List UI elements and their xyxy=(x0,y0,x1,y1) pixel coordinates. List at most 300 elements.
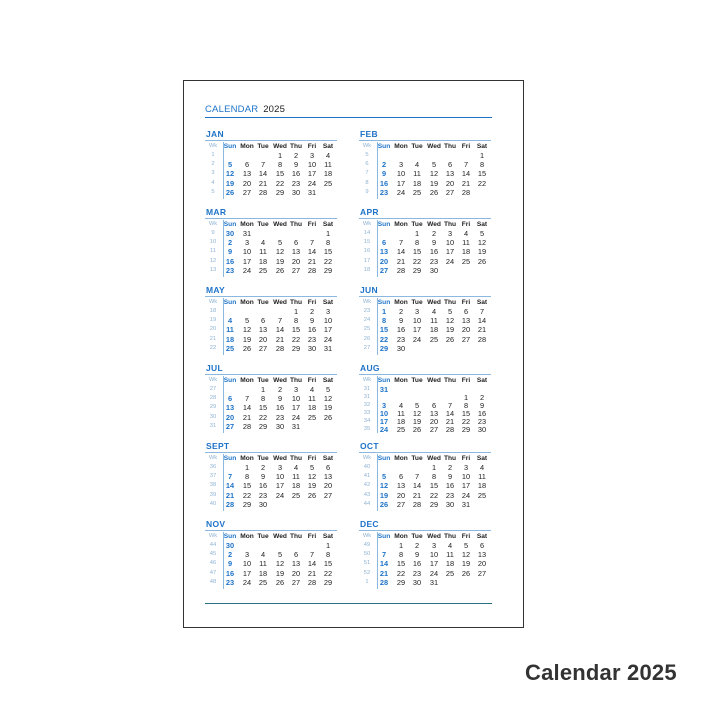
day-cell: 13 xyxy=(379,247,389,257)
weekday-header: Tue xyxy=(411,143,423,150)
day-cell: 20 xyxy=(379,256,389,266)
week-row xyxy=(205,169,337,178)
week-number: 12 xyxy=(209,257,217,264)
week-number: 15 xyxy=(363,239,371,246)
day-cell: 3 xyxy=(244,238,250,248)
day-cell: 18 xyxy=(412,178,422,188)
week-row xyxy=(205,550,337,559)
day-cell: 3 xyxy=(431,541,437,550)
weekday-header: Sun xyxy=(377,299,391,306)
day-cell: 19 xyxy=(461,559,471,569)
day-cell: 14 xyxy=(275,325,285,335)
calendar-header xyxy=(205,103,492,118)
week-row xyxy=(205,151,337,160)
day-cell: 16 xyxy=(291,169,301,179)
day-cell: 10 xyxy=(429,550,439,560)
day-cell: 15 xyxy=(323,559,333,569)
weekday-header-row xyxy=(205,298,337,307)
weekday-header: Sat xyxy=(476,455,488,462)
week-header: Wk xyxy=(208,455,218,461)
week-number: 14 xyxy=(363,230,371,236)
weekday-header: Sun xyxy=(223,455,237,462)
day-cell: 8 xyxy=(325,550,331,560)
day-cell: 3 xyxy=(381,401,387,410)
weekday-header: Fri xyxy=(461,455,471,462)
weekday-header: Tue xyxy=(411,533,423,540)
weekday-header: Sat xyxy=(322,221,334,228)
month-rule xyxy=(205,374,337,375)
day-cell: 6 xyxy=(381,238,387,248)
weekday-header: Fri xyxy=(307,533,317,540)
day-cell: 26 xyxy=(275,265,285,275)
day-cell: 20 xyxy=(461,325,471,335)
day-cell: 30 xyxy=(258,499,268,509)
day-cell: 18 xyxy=(396,417,406,426)
day-cell: 12 xyxy=(461,550,471,560)
weekday-header: Tue xyxy=(257,221,269,228)
week-number: 5 xyxy=(365,152,369,158)
month-jul xyxy=(205,363,337,433)
day-cell: 1 xyxy=(381,307,387,316)
calendar-title: CALENDAR xyxy=(205,104,259,115)
day-cell: 2 xyxy=(447,463,453,472)
day-cell: 23 xyxy=(379,187,389,197)
week-number: 46 xyxy=(209,560,217,567)
month-name: NOV xyxy=(206,519,226,529)
weekday-header: Mon xyxy=(394,455,408,462)
day-cell: 9 xyxy=(431,238,437,248)
week-row xyxy=(205,491,337,500)
day-cell: 12 xyxy=(275,247,285,257)
day-cell: 25 xyxy=(258,265,268,275)
day-cell: 26 xyxy=(323,412,333,422)
week-number: 44 xyxy=(209,542,217,548)
day-cell: 22 xyxy=(477,178,487,188)
day-cell: 21 xyxy=(225,490,235,500)
day-cell: 15 xyxy=(323,247,333,257)
day-cell: 16 xyxy=(445,481,455,491)
day-cell: 24 xyxy=(445,256,455,266)
day-cell: 19 xyxy=(242,334,252,344)
month-name: MAY xyxy=(206,285,226,295)
day-cell: 2 xyxy=(479,393,485,402)
weekday-header: Tue xyxy=(411,377,423,384)
day-cell: 8 xyxy=(398,550,404,560)
day-cell: 22 xyxy=(461,417,471,426)
day-cell: 18 xyxy=(307,403,317,413)
month-rule xyxy=(359,140,491,141)
week-header: Wk xyxy=(208,221,218,227)
week-row xyxy=(205,422,337,431)
week-number: 27 xyxy=(209,386,217,392)
weekday-header: Sun xyxy=(377,455,391,462)
day-cell: 26 xyxy=(225,187,235,197)
day-cell: 27 xyxy=(396,499,406,509)
month-rule xyxy=(359,530,491,531)
day-cell: 14 xyxy=(477,316,487,326)
footer-rule xyxy=(205,603,492,604)
day-cell: 26 xyxy=(242,343,252,353)
day-cell: 26 xyxy=(461,568,471,578)
day-cell: 2 xyxy=(277,385,283,394)
day-cell: 2 xyxy=(431,229,437,238)
day-cell: 18 xyxy=(477,481,487,491)
day-cell: 6 xyxy=(447,160,453,170)
weekday-header: Sat xyxy=(322,143,334,150)
day-cell: 24 xyxy=(379,425,389,434)
day-cell: 31 xyxy=(379,385,389,394)
day-cell: 17 xyxy=(323,325,333,335)
day-cell: 11 xyxy=(446,550,454,560)
day-cell: 16 xyxy=(379,178,389,188)
day-cell: 4 xyxy=(431,307,437,316)
day-cell: 25 xyxy=(323,178,333,188)
day-cell: 10 xyxy=(379,409,389,418)
day-cell: 14 xyxy=(396,247,406,257)
day-cell: 19 xyxy=(429,178,439,188)
day-cell: 1 xyxy=(325,541,331,550)
day-cell: 8 xyxy=(381,316,387,326)
week-row xyxy=(359,541,491,550)
month-rule xyxy=(359,296,491,297)
day-cell: 16 xyxy=(307,325,317,335)
week-row xyxy=(359,179,491,188)
day-cell: 30 xyxy=(225,541,235,550)
day-cell: 13 xyxy=(445,169,455,179)
week-row xyxy=(205,325,337,334)
weekday-header: Mon xyxy=(240,299,254,306)
weekday-header: Wed xyxy=(427,533,441,540)
day-cell: 24 xyxy=(323,334,333,344)
day-cell: 21 xyxy=(307,568,317,578)
week-header: Wk xyxy=(362,221,372,227)
day-cell: 19 xyxy=(477,247,487,257)
week-row xyxy=(359,425,491,434)
day-cell: 25 xyxy=(477,490,487,500)
day-cell: 27 xyxy=(477,568,487,578)
day-cell: 27 xyxy=(258,343,268,353)
day-cell: 29 xyxy=(275,187,285,197)
day-cell: 1 xyxy=(398,541,404,550)
weekday-header: Sun xyxy=(223,377,237,384)
week-number: 27 xyxy=(363,344,371,351)
day-cell: 18 xyxy=(225,334,235,344)
weekday-header: Mon xyxy=(394,221,408,228)
day-cell: 11 xyxy=(478,472,486,482)
weekday-header: Sat xyxy=(476,221,488,228)
weekday-header-row xyxy=(359,220,491,229)
weekday-header-row xyxy=(205,220,337,229)
day-cell: 29 xyxy=(429,499,439,509)
day-cell: 17 xyxy=(396,178,406,188)
weekday-header: Sat xyxy=(322,377,334,384)
day-cell: 24 xyxy=(275,490,285,500)
week-number: 38 xyxy=(209,482,217,489)
day-cell: 6 xyxy=(431,401,437,410)
day-cell: 30 xyxy=(396,343,406,353)
day-cell: 8 xyxy=(293,316,299,326)
day-cell: 9 xyxy=(447,472,453,482)
week-number: 20 xyxy=(209,326,217,333)
day-cell: 1 xyxy=(463,393,469,402)
day-cell: 23 xyxy=(412,568,422,578)
month-jun xyxy=(359,285,491,355)
day-cell: 18 xyxy=(291,481,301,491)
day-cell: 11 xyxy=(430,316,438,326)
week-header: Wk xyxy=(362,377,372,383)
day-cell: 21 xyxy=(307,256,317,266)
weekday-header: Tue xyxy=(411,299,423,306)
day-cell: 24 xyxy=(461,490,471,500)
day-cell: 22 xyxy=(323,256,333,266)
week-row xyxy=(359,578,491,587)
day-cell: 23 xyxy=(307,334,317,344)
weekday-header: Thu xyxy=(443,377,457,384)
weekday-header: Mon xyxy=(240,455,254,462)
week-number: 11 xyxy=(209,248,217,255)
day-cell: 10 xyxy=(307,160,317,170)
day-cell: 27 xyxy=(323,490,333,500)
day-cell: 16 xyxy=(429,247,439,257)
day-cell: 8 xyxy=(479,160,485,170)
weekday-header: Fri xyxy=(461,299,471,306)
day-cell: 10 xyxy=(242,559,252,569)
weekday-header: Tue xyxy=(257,533,269,540)
day-cell: 15 xyxy=(275,169,285,179)
week-row xyxy=(205,569,337,578)
day-cell: 3 xyxy=(398,160,404,170)
day-cell: 3 xyxy=(244,550,250,560)
day-cell: 8 xyxy=(277,160,283,170)
day-cell: 9 xyxy=(309,316,315,326)
day-cell: 12 xyxy=(307,472,317,482)
week-row xyxy=(205,413,337,422)
day-cell: 4 xyxy=(325,151,331,160)
month-dec xyxy=(359,519,491,589)
day-cell: 24 xyxy=(429,568,439,578)
weekday-header: Sun xyxy=(377,377,391,384)
day-cell: 16 xyxy=(477,409,487,418)
week-row xyxy=(205,307,337,316)
day-cell: 17 xyxy=(412,325,422,335)
day-cell: 5 xyxy=(309,463,315,472)
day-cell: 28 xyxy=(242,421,252,431)
day-cell: 3 xyxy=(447,229,453,238)
day-cell: 4 xyxy=(414,160,420,170)
weekday-header: Tue xyxy=(257,143,269,150)
day-cell: 25 xyxy=(412,187,422,197)
week-number: 1 xyxy=(211,152,215,158)
weekday-header: Thu xyxy=(289,377,303,384)
month-jan xyxy=(205,129,337,199)
weekday-header: Tue xyxy=(257,455,269,462)
weekday-header: Thu xyxy=(289,221,303,228)
week-number: 31 xyxy=(363,386,371,392)
month-name: MAR xyxy=(206,207,227,217)
day-cell: 15 xyxy=(396,559,406,569)
day-cell: 28 xyxy=(275,343,285,353)
day-cell: 22 xyxy=(379,334,389,344)
weekday-header: Sat xyxy=(322,533,334,540)
day-cell: 25 xyxy=(461,256,471,266)
day-cell: 1 xyxy=(431,463,437,472)
day-cell: 10 xyxy=(291,394,301,404)
weekday-header: Mon xyxy=(240,533,254,540)
week-header: Wk xyxy=(208,299,218,305)
week-number: 28 xyxy=(209,395,217,402)
day-cell: 7 xyxy=(414,472,420,482)
day-cell: 15 xyxy=(412,247,422,257)
day-cell: 18 xyxy=(258,256,268,266)
week-row xyxy=(359,385,491,394)
weekday-header: Sun xyxy=(223,143,237,150)
day-cell: 31 xyxy=(242,229,252,238)
day-cell: 13 xyxy=(461,316,471,326)
weekday-header-row xyxy=(359,376,491,385)
week-row xyxy=(359,335,491,344)
week-row xyxy=(359,550,491,559)
weekday-header: Wed xyxy=(427,221,441,228)
day-cell: 23 xyxy=(225,265,235,275)
day-cell: 18 xyxy=(323,169,333,179)
weekday-header: Wed xyxy=(273,533,287,540)
weekday-header: Mon xyxy=(394,377,408,384)
day-cell: 14 xyxy=(242,403,252,413)
day-cell: 4 xyxy=(447,541,453,550)
day-cell: 12 xyxy=(275,559,285,569)
day-cell: 14 xyxy=(258,169,268,179)
week-number: 36 xyxy=(209,464,217,470)
day-cell: 14 xyxy=(445,409,455,418)
week-number: 4 xyxy=(211,179,215,186)
day-cell: 6 xyxy=(293,550,299,560)
day-cell: 6 xyxy=(227,394,233,404)
day-cell: 17 xyxy=(307,169,317,179)
day-cell: 22 xyxy=(258,412,268,422)
week-row xyxy=(359,325,491,334)
week-row xyxy=(359,463,491,472)
month-name: JUL xyxy=(206,363,223,373)
day-cell: 20 xyxy=(291,568,301,578)
week-number: 49 xyxy=(363,542,371,548)
day-cell: 27 xyxy=(445,187,455,197)
week-row xyxy=(359,344,491,353)
day-cell: 30 xyxy=(445,499,455,509)
week-row xyxy=(205,229,337,238)
week-number: 18 xyxy=(209,308,217,314)
week-number: 50 xyxy=(363,551,371,558)
day-cell: 9 xyxy=(414,550,420,560)
day-cell: 5 xyxy=(414,401,420,410)
day-cell: 15 xyxy=(242,481,252,491)
day-cell: 1 xyxy=(277,151,283,160)
weekday-header: Sat xyxy=(322,299,334,306)
weekday-header: Fri xyxy=(461,221,471,228)
day-cell: 21 xyxy=(396,256,406,266)
day-cell: 10 xyxy=(396,169,406,179)
day-cell: 22 xyxy=(242,490,252,500)
day-cell: 23 xyxy=(291,178,301,188)
week-header: Wk xyxy=(208,533,218,539)
day-cell: 25 xyxy=(307,412,317,422)
day-cell: 11 xyxy=(292,472,300,482)
calendar-year: 2025 xyxy=(263,104,286,115)
day-cell: 31 xyxy=(291,421,301,431)
weekday-header-row xyxy=(205,376,337,385)
week-number: 31 xyxy=(363,394,371,400)
day-cell: 22 xyxy=(275,178,285,188)
weekday-header: Sun xyxy=(377,533,391,540)
day-cell: 23 xyxy=(225,577,235,587)
week-number: 35 xyxy=(363,426,371,432)
day-cell: 3 xyxy=(463,463,469,472)
day-cell: 7 xyxy=(277,316,283,326)
day-cell: 20 xyxy=(445,178,455,188)
day-cell: 11 xyxy=(308,394,316,404)
weekday-header: Wed xyxy=(273,299,287,306)
week-row xyxy=(359,472,491,481)
day-cell: 13 xyxy=(225,403,235,413)
day-cell: 21 xyxy=(258,178,268,188)
month-nov xyxy=(205,519,337,589)
day-cell: 2 xyxy=(414,541,420,550)
week-row xyxy=(359,160,491,169)
day-cell: 24 xyxy=(396,187,406,197)
weekday-header: Thu xyxy=(443,299,457,306)
day-cell: 27 xyxy=(379,265,389,275)
day-cell: 14 xyxy=(307,247,317,257)
page-caption: Calendar 2025 xyxy=(525,660,677,685)
day-cell: 28 xyxy=(445,425,455,434)
day-cell: 22 xyxy=(323,568,333,578)
day-cell: 25 xyxy=(225,343,235,353)
week-row xyxy=(359,481,491,490)
day-cell: 28 xyxy=(379,577,389,587)
day-cell: 2 xyxy=(227,238,233,248)
day-cell: 29 xyxy=(323,265,333,275)
weekday-header: Sun xyxy=(377,221,391,228)
week-number: 18 xyxy=(363,266,371,273)
day-cell: 18 xyxy=(429,325,439,335)
month-rule xyxy=(205,452,337,453)
week-row xyxy=(359,559,491,568)
week-row xyxy=(359,491,491,500)
day-cell: 25 xyxy=(429,334,439,344)
day-cell: 15 xyxy=(258,403,268,413)
weekday-header: Mon xyxy=(240,143,254,150)
day-cell: 15 xyxy=(461,409,471,418)
day-cell: 4 xyxy=(227,316,233,326)
weekday-header: Wed xyxy=(273,221,287,228)
week-row xyxy=(205,179,337,188)
day-cell: 21 xyxy=(242,412,252,422)
day-cell: 30 xyxy=(477,425,487,434)
month-aug xyxy=(359,363,491,433)
day-cell: 19 xyxy=(412,417,422,426)
month-rule xyxy=(359,374,491,375)
day-cell: 17 xyxy=(379,417,389,426)
day-cell: 30 xyxy=(412,577,422,587)
weekday-header: Fri xyxy=(307,221,317,228)
month-may xyxy=(205,285,337,355)
week-number: 22 xyxy=(209,344,217,351)
day-cell: 13 xyxy=(291,559,301,569)
week-number: 39 xyxy=(209,491,217,498)
day-cell: 8 xyxy=(463,401,469,410)
weekday-header: Tue xyxy=(411,221,423,228)
day-cell: 2 xyxy=(260,463,266,472)
day-cell: 8 xyxy=(244,472,250,482)
